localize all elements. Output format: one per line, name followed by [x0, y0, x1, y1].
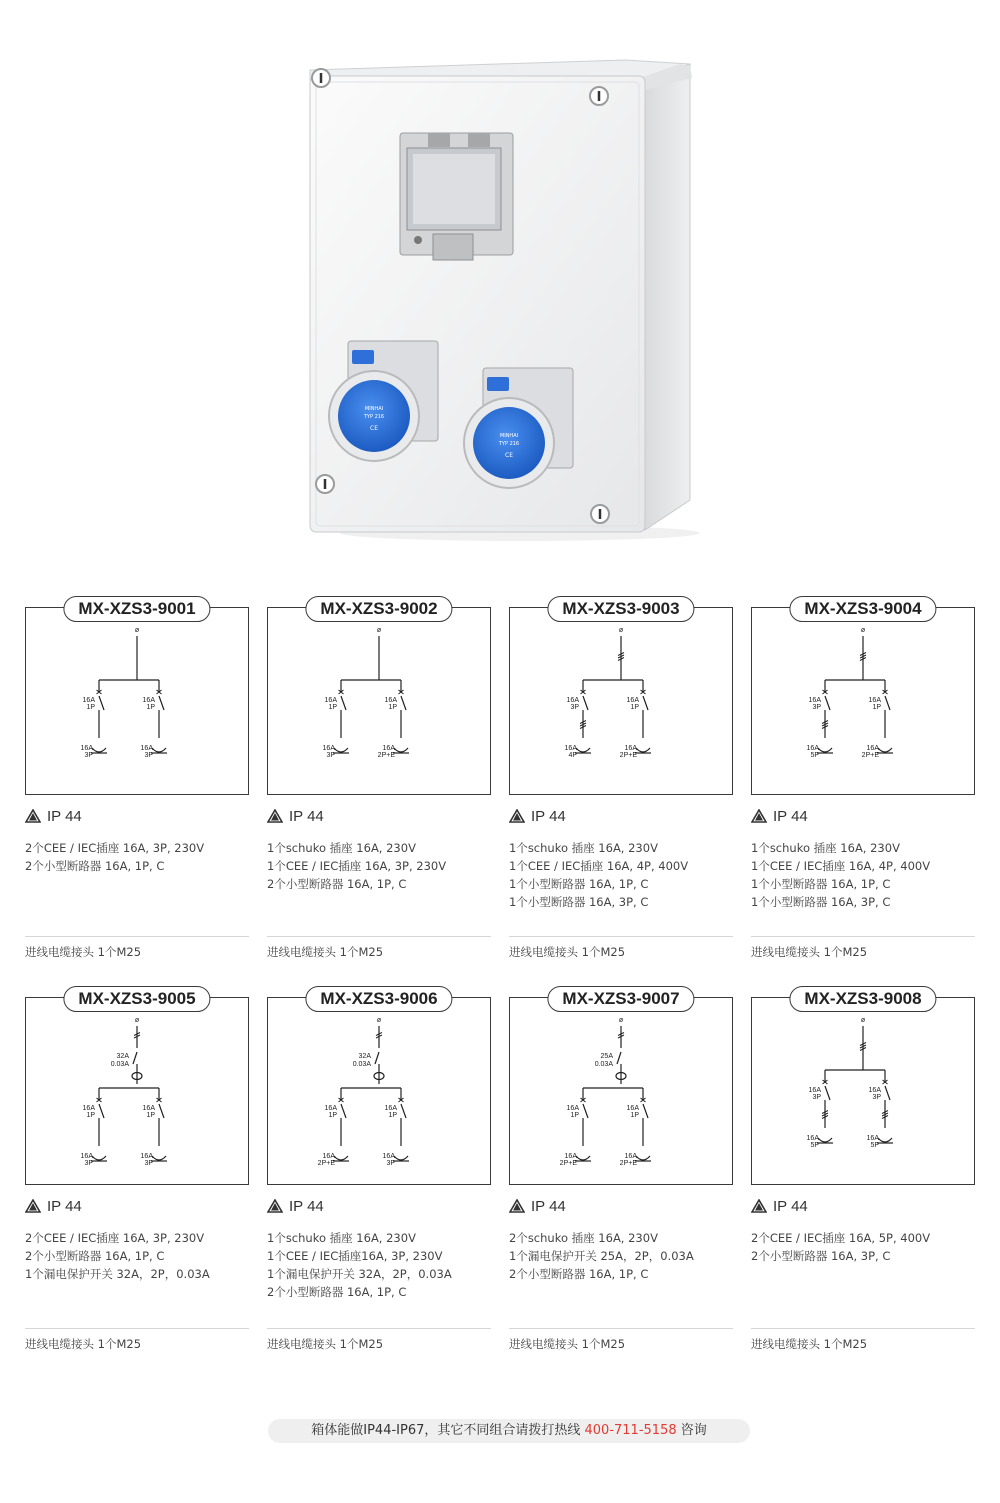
- socket-rating: 16A: [806, 745, 819, 752]
- breaker-rating: 16A: [324, 697, 337, 704]
- ip-rating: [509, 1195, 566, 1217]
- circuit-schematic: [752, 608, 974, 794]
- input-symbol: ø: [860, 627, 866, 634]
- socket-rating: 16A: [382, 745, 395, 752]
- socket-rating: 16A: [624, 745, 637, 752]
- socket-rating: 16A: [382, 1153, 395, 1160]
- socket-poles: 2P+E: [377, 752, 395, 759]
- divider: [25, 1328, 249, 1329]
- spec-item: 2个小型断路器 16A, 1P, C: [25, 859, 165, 873]
- breaker-poles: 1P: [328, 704, 337, 711]
- input-symbol: ø: [134, 1017, 140, 1024]
- rcd-switch: [375, 1052, 379, 1064]
- svg-text:TYP 216: TYP 216: [498, 441, 520, 447]
- svg-text:MINHAI: MINHAI: [499, 433, 519, 439]
- breaker-poles: 3P: [812, 704, 821, 711]
- breaker-switch: [643, 696, 648, 710]
- rcd-switch: [133, 1052, 137, 1064]
- spec-list: [509, 1229, 739, 1283]
- breaker-switch: [583, 1104, 588, 1118]
- warning-triangle-icon: [509, 1199, 525, 1213]
- ip-rating-text: IP 44: [531, 807, 566, 825]
- breaker-switch: [583, 696, 588, 710]
- input-symbol: ø: [376, 1017, 382, 1024]
- breaker-switch: [159, 1104, 164, 1118]
- circuit-schematic: [268, 998, 490, 1184]
- circuit-schematic: [510, 608, 732, 794]
- breaker-rating: 16A: [566, 1105, 579, 1112]
- ip-rating: [25, 1195, 82, 1217]
- socket-poles: 3P: [386, 1160, 395, 1167]
- breaker-switch: [341, 1104, 346, 1118]
- wiring-diagram: [751, 599, 975, 795]
- spec-item: 1个CEE / IEC插座 16A, 4P, 400V: [751, 859, 931, 873]
- socket-symbol: [334, 1156, 348, 1160]
- rcd-sensitivity: 0.03A: [352, 1061, 371, 1068]
- svg-text:MINHAI: MINHAI: [364, 406, 384, 412]
- spec-item: 1个小型断路器 16A, 1P, C: [509, 877, 649, 891]
- model-number: MX-XZS3-9004: [789, 596, 936, 622]
- divider: [509, 1328, 733, 1329]
- spec-list: [25, 839, 255, 875]
- spec-list: [25, 1229, 255, 1283]
- breaker-switch: [825, 1086, 830, 1100]
- wiring-diagram: [25, 599, 249, 795]
- socket-rating: 16A: [322, 1153, 335, 1160]
- socket-poles: 3P: [144, 1160, 153, 1167]
- breaker-switch: [643, 1104, 648, 1118]
- wiring-diagram: [267, 599, 491, 795]
- socket-rating: 16A: [866, 745, 879, 752]
- warning-triangle-icon: [751, 1199, 767, 1213]
- breaker-rating: 16A: [384, 697, 397, 704]
- divider: [267, 1328, 491, 1329]
- spec-list: [751, 1229, 981, 1265]
- breaker-rating: 16A: [808, 697, 821, 704]
- socket-rating: 16A: [140, 745, 153, 752]
- model-number: MX-XZS3-9003: [547, 596, 694, 622]
- spec-item: 2个CEE / IEC插座 16A, 3P, 230V: [25, 1231, 205, 1245]
- input-symbol: ø: [618, 1017, 624, 1024]
- socket-rating: 16A: [80, 1153, 93, 1160]
- breaker-poles: 1P: [570, 1112, 579, 1119]
- circuit-schematic: [268, 608, 490, 794]
- footer-text: 箱体能做IP44-IP67，其它不同组合请拨打热线: [311, 1423, 585, 1438]
- breaker-poles: 3P: [812, 1094, 821, 1101]
- spec-list: [509, 839, 739, 911]
- ip-rating-text: IP 44: [47, 807, 82, 825]
- breaker-poles: 1P: [328, 1112, 337, 1119]
- spec-item: 2个小型断路器 16A, 1P, C: [267, 877, 407, 891]
- rcd-rating: 25A: [600, 1053, 613, 1060]
- cable-gland-note: 进线电缆接头 1个M25: [267, 1337, 384, 1351]
- divider: [751, 936, 975, 937]
- socket-poles: 2P+E: [861, 752, 879, 759]
- breaker-switch: [159, 696, 164, 710]
- spec-item: 1个schuko 插座 16A, 230V: [267, 841, 416, 855]
- breaker-rating: 16A: [566, 697, 579, 704]
- ip-rating-text: IP 44: [47, 1197, 82, 1215]
- breaker-poles: 1P: [872, 704, 881, 711]
- socket-symbol: [576, 1156, 590, 1160]
- circuit-schematic: [26, 998, 248, 1184]
- breaker-rating: 16A: [626, 697, 639, 704]
- breaker-switch: [825, 696, 830, 710]
- spec-item: 2个小型断路器 16A, 1P, C: [267, 1285, 407, 1299]
- socket-symbol: [92, 748, 106, 752]
- breaker-rating: 16A: [868, 1087, 881, 1094]
- wiring-diagram: [509, 599, 733, 795]
- wiring-diagram: [267, 989, 491, 1185]
- ip-rating: [25, 805, 82, 827]
- socket-poles: 3P: [84, 1160, 93, 1167]
- socket-symbol: [92, 1156, 106, 1160]
- breaker-switch: [401, 1104, 406, 1118]
- socket-rating: 16A: [564, 745, 577, 752]
- breaker-poles: 1P: [146, 704, 155, 711]
- ip-rating: [267, 805, 324, 827]
- socket-poles: 2P+E: [317, 1160, 335, 1167]
- socket-symbol: [576, 748, 590, 752]
- breaker-poles: 3P: [872, 1094, 881, 1101]
- breaker-switch: [885, 1086, 890, 1100]
- ip-rating-text: IP 44: [289, 807, 324, 825]
- model-number: MX-XZS3-9002: [305, 596, 452, 622]
- ip-rating: [751, 805, 808, 827]
- breaker-poles: 1P: [630, 704, 639, 711]
- breaker-rating: 16A: [142, 697, 155, 704]
- ip-rating-text: IP 44: [773, 807, 808, 825]
- spec-item: 1个小型断路器 16A, 3P, C: [509, 895, 649, 909]
- spec-item: 2个小型断路器 16A, 3P, C: [751, 1249, 891, 1263]
- warning-triangle-icon: [751, 809, 767, 823]
- spec-list: [267, 839, 497, 893]
- socket-symbol: [636, 748, 650, 752]
- cable-gland-note: 进线电缆接头 1个M25: [25, 945, 142, 959]
- breaker-poles: 1P: [146, 1112, 155, 1119]
- ip-rating-text: IP 44: [773, 1197, 808, 1215]
- socket-rating: 16A: [624, 1153, 637, 1160]
- spec-item: 2个schuko 插座 16A, 230V: [509, 1231, 658, 1245]
- spec-item: 2个小型断路器 16A, 1P, C: [509, 1267, 649, 1281]
- circuit-schematic: [752, 998, 974, 1184]
- rcd-sensitivity: 0.03A: [594, 1061, 613, 1068]
- spec-list: [267, 1229, 497, 1301]
- socket-rating: 16A: [140, 1153, 153, 1160]
- socket-poles: 5P: [810, 752, 819, 759]
- svg-text:TYP 216: TYP 216: [363, 414, 385, 420]
- spec-item: 1个CEE / IEC插座 16A, 4P, 400V: [509, 859, 689, 873]
- socket-rating: 16A: [322, 745, 335, 752]
- socket-poles: 2P+E: [559, 1160, 577, 1167]
- spec-item: 1个schuko 插座 16A, 230V: [509, 841, 658, 855]
- spec-item: 1个漏电保护开关 32A，2P，0.03A: [25, 1267, 210, 1281]
- breaker-rating: 16A: [384, 1105, 397, 1112]
- rcd-rating: 32A: [358, 1053, 371, 1060]
- socket-symbol: [818, 1138, 832, 1142]
- ip-rating: [267, 1195, 324, 1217]
- warning-triangle-icon: [509, 809, 525, 823]
- socket-rating: 16A: [564, 1153, 577, 1160]
- divider: [267, 936, 491, 937]
- cable-gland-note: 进线电缆接头 1个M25: [751, 1337, 868, 1351]
- spec-item: 1个漏电保护开关 25A，2P，0.03A: [509, 1249, 694, 1263]
- model-number: MX-XZS3-9007: [547, 986, 694, 1012]
- svg-text:CE: CE: [505, 452, 513, 459]
- cable-gland-note: 进线电缆接头 1个M25: [25, 1337, 142, 1351]
- spec-item: 2个小型断路器 16A, 1P, C: [25, 1249, 165, 1263]
- socket-rating: 16A: [866, 1135, 879, 1142]
- socket-symbol: [878, 1138, 892, 1142]
- breaker-poles: 3P: [570, 704, 579, 711]
- input-symbol: ø: [618, 627, 624, 634]
- rcd-sensitivity: 0.03A: [110, 1061, 129, 1068]
- breaker-poles: 1P: [86, 704, 95, 711]
- hotline-banner: [268, 1419, 750, 1443]
- cable-gland-note: 进线电缆接头 1个M25: [509, 945, 626, 959]
- socket-rating: 16A: [80, 745, 93, 752]
- socket-poles: 2P+E: [619, 1160, 637, 1167]
- breaker-switch: [885, 696, 890, 710]
- model-number: MX-XZS3-9008: [789, 986, 936, 1012]
- wiring-diagram: [509, 989, 733, 1185]
- breaker-rating: 16A: [82, 697, 95, 704]
- input-symbol: ø: [376, 627, 382, 634]
- breaker-rating: 16A: [82, 1105, 95, 1112]
- spec-item: 2个CEE / IEC插座 16A, 5P, 400V: [751, 1231, 931, 1245]
- footer-suffix: 咨询: [676, 1423, 707, 1438]
- socket-symbol: [394, 748, 408, 752]
- ip-rating: [509, 805, 566, 827]
- rcd-switch: [617, 1052, 621, 1064]
- breaker-poles: 1P: [388, 1112, 397, 1119]
- wiring-diagram: [25, 989, 249, 1185]
- input-symbol: ø: [860, 1017, 866, 1024]
- socket-poles: 5P: [870, 1142, 879, 1149]
- circuit-schematic: [26, 608, 248, 794]
- socket-rating: 16A: [806, 1135, 819, 1142]
- socket-symbol: [878, 748, 892, 752]
- breaker-rating: 16A: [324, 1105, 337, 1112]
- breaker-poles: 1P: [86, 1112, 95, 1119]
- warning-triangle-icon: [267, 1199, 283, 1213]
- socket-symbol: [334, 748, 348, 752]
- socket-poles: 3P: [326, 752, 335, 759]
- svg-text:CE: CE: [370, 425, 378, 432]
- spec-item: 1个schuko 插座 16A, 230V: [751, 841, 900, 855]
- socket-symbol: [152, 748, 166, 752]
- cable-gland-note: 进线电缆接头 1个M25: [267, 945, 384, 959]
- ip-rating: [751, 1195, 808, 1217]
- breaker-poles: 1P: [630, 1112, 639, 1119]
- socket-symbol: [152, 1156, 166, 1160]
- breaker-rating: 16A: [142, 1105, 155, 1112]
- socket-symbol: [818, 748, 832, 752]
- model-number: MX-XZS3-9005: [63, 986, 210, 1012]
- spec-item: 1个小型断路器 16A, 3P, C: [751, 895, 891, 909]
- cable-gland-note: 进线电缆接头 1个M25: [509, 1337, 626, 1351]
- spec-item: 1个小型断路器 16A, 1P, C: [751, 877, 891, 891]
- circuit-schematic: [510, 998, 732, 1184]
- product-image: [300, 38, 700, 543]
- divider: [751, 1328, 975, 1329]
- socket-symbol: [636, 1156, 650, 1160]
- breaker-switch: [401, 696, 406, 710]
- spec-item: 1个schuko 插座 16A, 230V: [267, 1231, 416, 1245]
- breaker-rating: 16A: [868, 697, 881, 704]
- breaker-switch: [99, 1104, 104, 1118]
- socket-poles: 2P+E: [619, 752, 637, 759]
- hotline-number[interactable]: 400-711-5158: [584, 1423, 677, 1438]
- spec-item: 1个CEE / IEC插座16A, 3P, 230V: [267, 1249, 443, 1263]
- spec-list: [751, 839, 981, 911]
- model-number: MX-XZS3-9001: [63, 596, 210, 622]
- warning-triangle-icon: [25, 809, 41, 823]
- spec-item: 1个CEE / IEC插座 16A, 3P, 230V: [267, 859, 447, 873]
- divider: [509, 936, 733, 937]
- spec-item: 2个CEE / IEC插座 16A, 3P, 230V: [25, 841, 205, 855]
- socket-symbol: [394, 1156, 408, 1160]
- warning-triangle-icon: [25, 1199, 41, 1213]
- cable-gland-note: 进线电缆接头 1个M25: [751, 945, 868, 959]
- socket-poles: 4P: [568, 752, 577, 759]
- breaker-switch: [341, 696, 346, 710]
- rcd-rating: 32A: [116, 1053, 129, 1060]
- breaker-poles: 1P: [388, 704, 397, 711]
- spec-item: 1个漏电保护开关 32A，2P，0.03A: [267, 1267, 452, 1281]
- breaker-switch: [99, 696, 104, 710]
- wiring-diagram: [751, 989, 975, 1185]
- socket-poles: 5P: [810, 1142, 819, 1149]
- input-symbol: ø: [134, 627, 140, 634]
- divider: [25, 936, 249, 937]
- socket-poles: 3P: [144, 752, 153, 759]
- ip-rating-text: IP 44: [531, 1197, 566, 1215]
- socket-poles: 3P: [84, 752, 93, 759]
- breaker-rating: 16A: [626, 1105, 639, 1112]
- breaker-rating: 16A: [808, 1087, 821, 1094]
- model-number: MX-XZS3-9006: [305, 986, 452, 1012]
- ip-rating-text: IP 44: [289, 1197, 324, 1215]
- warning-triangle-icon: [267, 809, 283, 823]
